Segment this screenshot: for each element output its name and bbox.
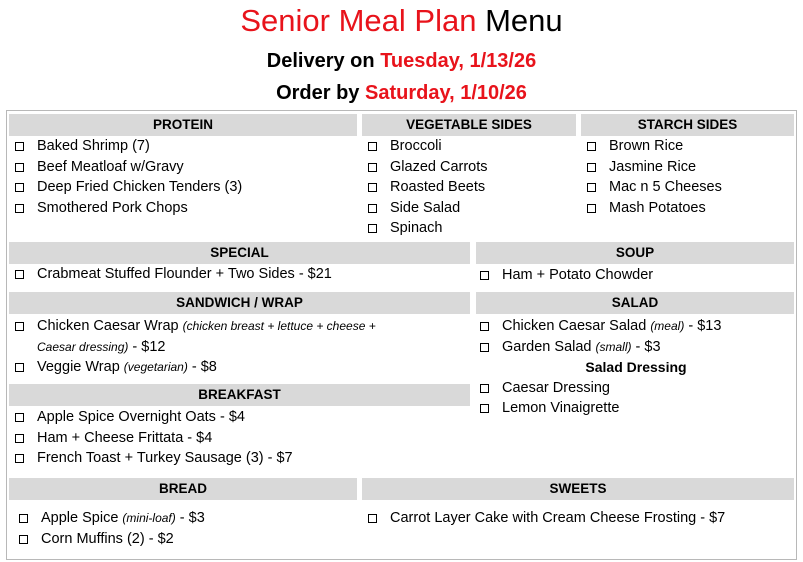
checkbox-icon[interactable] — [19, 514, 28, 523]
title-menu-word: Menu — [485, 3, 563, 38]
list-item[interactable]: Corn Muffins (2) - $2 — [17, 529, 205, 550]
list-item[interactable]: Ham + Cheese Frittata - $4 — [13, 428, 293, 449]
checkbox-icon[interactable] — [587, 183, 596, 192]
checkbox-icon[interactable] — [480, 271, 489, 280]
list-item[interactable]: Spinach — [366, 218, 488, 239]
salad-list — [478, 316, 794, 419]
checkbox-icon[interactable] — [368, 163, 377, 172]
checkbox-icon[interactable] — [587, 142, 596, 151]
soup-heading: SOUP — [476, 242, 794, 264]
list-item[interactable]: French Toast + Turkey Sausage (3) - $7 — [13, 448, 293, 469]
list-item[interactable]: Caesar Dressing — [478, 378, 794, 399]
sweets-heading: SWEETS — [362, 478, 794, 500]
delivery-line — [0, 48, 803, 74]
sandwich-list — [13, 316, 376, 378]
delivery-label: Delivery on — [266, 50, 375, 72]
checkbox-icon[interactable] — [15, 454, 24, 463]
bread-heading: BREAD — [9, 478, 357, 500]
checkbox-icon[interactable] — [480, 404, 489, 413]
checkbox-icon[interactable] — [368, 204, 377, 213]
list-item[interactable]: Side Salad — [366, 198, 488, 219]
salad-heading: SALAD — [476, 292, 794, 314]
starch-sides-heading: STARCH SIDES — [581, 114, 794, 136]
delivery-date: Tuesday, 1/13/26 — [380, 50, 537, 72]
checkbox-icon[interactable] — [15, 434, 24, 443]
checkbox-icon[interactable] — [19, 535, 28, 544]
checkbox-icon[interactable] — [15, 363, 24, 372]
list-item-continuation: Caesar dressing) - $12 — [37, 338, 166, 355]
list-item[interactable]: Apple Spice (mini-loaf) - $3 — [17, 508, 205, 529]
checkbox-icon[interactable] — [480, 343, 489, 352]
protein-list — [13, 136, 242, 218]
checkbox-icon[interactable] — [368, 224, 377, 233]
checkbox-icon[interactable] — [368, 514, 377, 523]
list-item[interactable]: Glazed Carrots — [366, 157, 488, 178]
checkbox-icon[interactable] — [15, 163, 24, 172]
checkbox-icon[interactable] — [587, 204, 596, 213]
list-item[interactable]: Baked Shrimp (7) — [13, 136, 242, 157]
list-item[interactable]: Garden Salad (small) - $3 — [478, 337, 794, 358]
checkbox-icon[interactable] — [480, 384, 489, 393]
list-item[interactable]: Smothered Pork Chops — [13, 198, 242, 219]
checkbox-icon[interactable] — [368, 142, 377, 151]
checkbox-icon[interactable] — [15, 183, 24, 192]
list-item[interactable]: Lemon Vinaigrette — [478, 398, 794, 419]
starch-sides-list — [585, 136, 722, 218]
breakfast-list — [13, 407, 293, 469]
list-item[interactable]: Chicken Caesar Wrap (chicken breast + lettuce + cheese + — [13, 316, 376, 337]
breakfast-heading: BREAKFAST — [9, 384, 470, 406]
sandwich-heading: SANDWICH / WRAP — [9, 292, 470, 314]
soup-list — [478, 265, 653, 286]
salad-dressing-heading: Salad Dressing — [585, 359, 687, 375]
list-item[interactable]: Mash Potatoes — [585, 198, 722, 219]
list-item[interactable]: Mac n 5 Cheeses — [585, 177, 722, 198]
list-item[interactable]: Jasmine Rice — [585, 157, 722, 178]
checkbox-icon[interactable] — [15, 322, 24, 331]
checkbox-icon[interactable] — [15, 204, 24, 213]
order-label: Order by — [276, 82, 360, 104]
checkbox-icon[interactable] — [368, 183, 377, 192]
menu-table — [6, 110, 797, 560]
special-heading: SPECIAL — [9, 242, 470, 264]
vegetable-sides-heading: VEGETABLE SIDES — [362, 114, 576, 136]
bread-list — [17, 508, 205, 549]
checkbox-icon[interactable] — [480, 322, 489, 331]
vegetable-sides-list — [366, 136, 488, 239]
list-item[interactable]: Veggie Wrap (vegetarian) - $8 — [13, 357, 376, 378]
list-item[interactable]: Chicken Caesar Salad (meal) - $13 — [478, 316, 794, 337]
list-item[interactable]: Crabmeat Stuffed Flounder + Two Sides - $21 — [13, 264, 332, 285]
menu-title — [0, 2, 803, 40]
list-item[interactable]: Carrot Layer Cake with Cream Cheese Frosting - $7 — [366, 508, 725, 529]
order-date: Saturday, 1/10/26 — [364, 82, 527, 104]
protein-heading: PROTEIN — [9, 114, 357, 136]
checkbox-icon[interactable] — [15, 413, 24, 422]
list-item[interactable]: Ham + Potato Chowder — [478, 265, 653, 286]
checkbox-icon[interactable] — [587, 163, 596, 172]
sweets-list — [366, 508, 725, 529]
title-plan-name: Senior Meal Plan — [240, 3, 477, 38]
list-item[interactable]: Broccoli — [366, 136, 488, 157]
checkbox-icon[interactable] — [15, 270, 24, 279]
list-item[interactable]: Deep Fried Chicken Tenders (3) — [13, 177, 242, 198]
checkbox-icon[interactable] — [15, 142, 24, 151]
list-item[interactable]: Apple Spice Overnight Oats - $4 — [13, 407, 293, 428]
list-item[interactable]: Beef Meatloaf w/Gravy — [13, 157, 242, 178]
special-list — [13, 264, 332, 285]
order-line — [0, 80, 803, 106]
list-item[interactable]: Roasted Beets — [366, 177, 488, 198]
list-item[interactable]: Brown Rice — [585, 136, 722, 157]
